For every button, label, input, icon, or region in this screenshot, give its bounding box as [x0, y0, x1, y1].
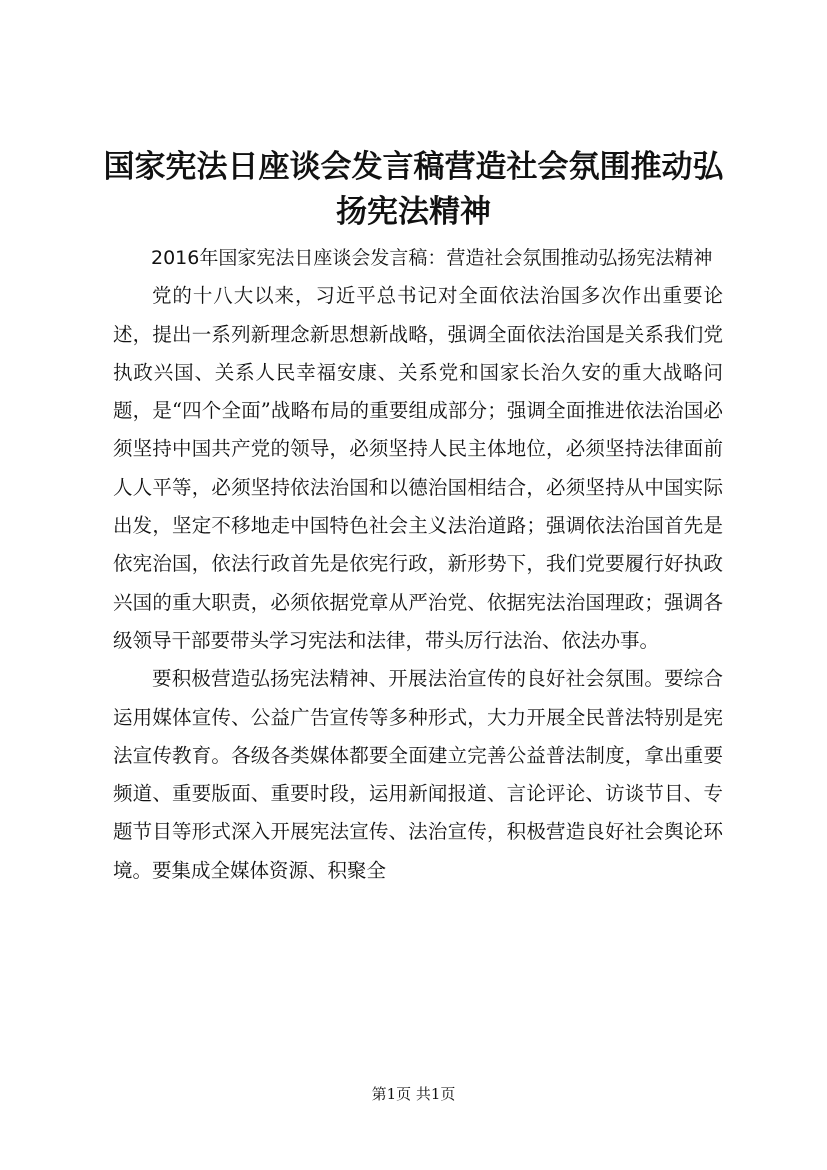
- paragraph-2: 要积极营造弘扬宪法精神、开展法治宣传的良好社会氛围。要综合运用媒体宣传、公益广告宣传等多种形式，大力开展全民普法特别是宪法宣传教育。各级各类媒体都要全面建立完善公益普法制度，拿出重要频道、重要版面、重要时段，运用新闻报道、言论评论、访谈节目、专题节目等形式深入开展宪法宣传、法治宣传，积极营造良好社会舆论环境。要集成全媒体资源、积聚全: [113, 667, 723, 882]
- paragraph-1: 党的十八大以来，习近平总书记对全面依法治国多次作出重要论述，提出一系列新理念新思想新战略，强调全面依法治国是关系我们党执政兴国、关系人民幸福安康、关系党和国家长治久安的重大战略问题，是“四个全面”战略布局的重要组成部分；强调全面推进依法治国必须坚持中国共产党的领导，必须坚持人民主体地位，必须坚持法律面前人人平等，必须坚持依法治国和以德治国相结合，必须坚持从中国实际出发，坚定不移地走中国特色社会主义法治道路；强调依法治国首先是依宪治国，依法行政首先是依宪行政，新形势下，我们党要履行好执政兴国的重大职责，必须依据党章从严治党、依据宪法治国理政；强调各级领导干部要带头学习宪法和法律，带头厉行法治、依法办事。: [113, 284, 723, 652]
- page-footer: [0, 1083, 827, 1104]
- document-subtitle: 2016年国家宪法日座谈会发言稿：营造社会氛围推动弘扬宪法精神: [151, 247, 713, 269]
- page-number-label: 第1页 共1页: [371, 1085, 456, 1103]
- document-body: [113, 239, 723, 890]
- document-title: 国家宪法日座谈会发言稿营造社会氛围推动弘扬宪法精神: [103, 149, 724, 230]
